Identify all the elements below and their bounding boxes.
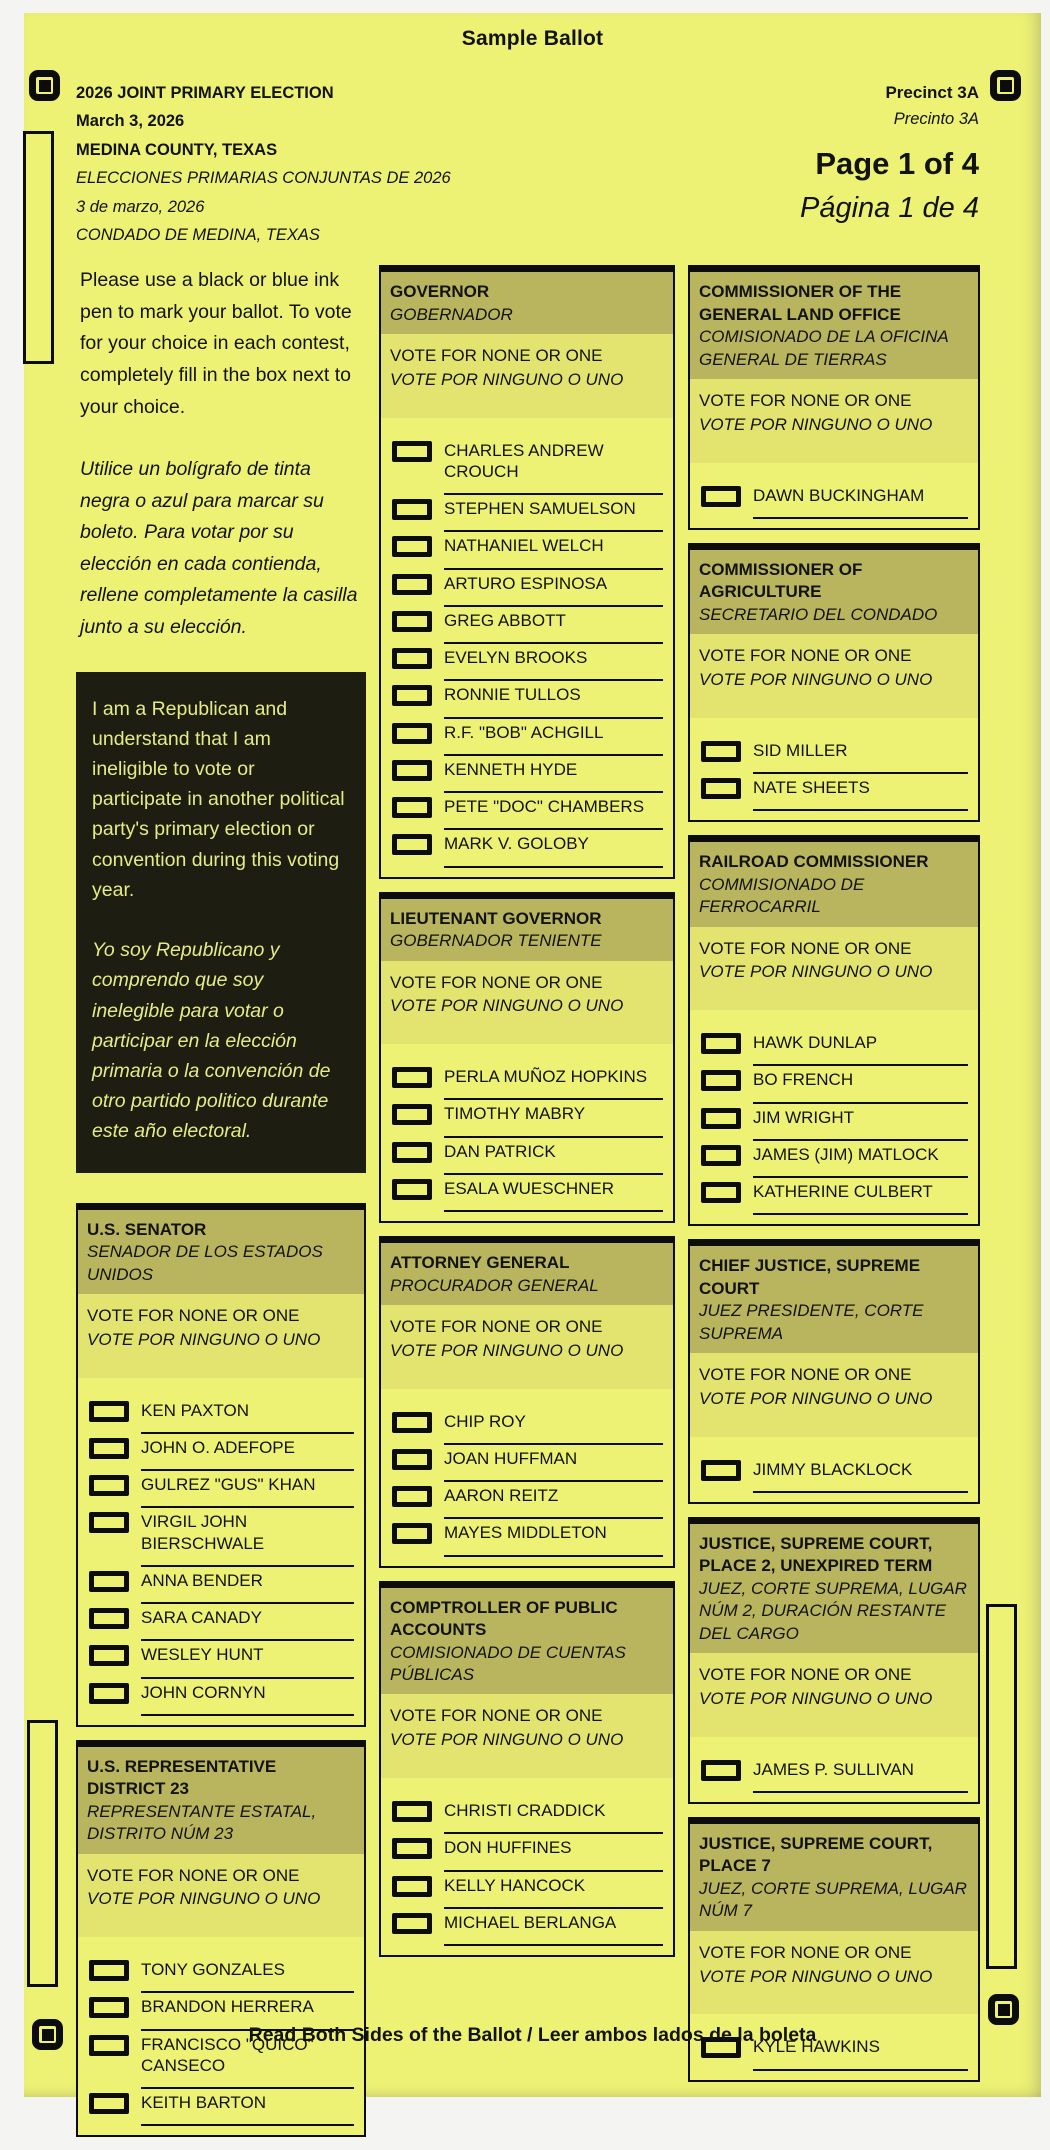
contest-header-justice-supreme-court-place-7	[690, 1824, 978, 1931]
vote-for-label: VOTE FOR NONE OR ONE	[390, 1317, 603, 1337]
registration-mark-top-right	[990, 70, 1021, 101]
candidate-row	[390, 722, 663, 756]
party-pledge-spanish: Yo soy Republicano y comprendo que soy inelegible para votar o participar en la elección primaria o la convención de otro partido politico durante este año electoral.	[92, 939, 331, 1143]
candidate-name: HAWK DUNLAP	[753, 1032, 968, 1066]
candidate-list	[381, 1778, 673, 1955]
candidate-row	[390, 535, 663, 569]
candidate-row	[390, 1522, 663, 1556]
vote-instruction	[690, 1653, 978, 1737]
contest-justice-supreme-court-place-2	[688, 1517, 980, 1804]
candidate-name: JOHN O. ADEFOPE	[141, 1437, 354, 1471]
candidate-name: CHIP ROY	[444, 1411, 663, 1445]
candidate-name: TONY GONZALES	[141, 1959, 354, 1993]
election-name: 2026 JOINT PRIMARY ELECTION	[76, 84, 334, 102]
ballot-title: Sample Ballot	[461, 27, 604, 50]
contest-title-spanish: GOBERNADOR	[390, 304, 513, 324]
ballot-sheet	[24, 13, 1041, 2113]
candidate-name: JOHN CORNYN	[141, 1682, 354, 1716]
ballot-checkbox[interactable]	[89, 1512, 129, 1533]
candidate-row	[390, 610, 663, 644]
contest-header-commissioner-general-land-office	[690, 272, 978, 379]
candidate-row	[699, 777, 968, 811]
contest-title: JUSTICE, SUPREME COURT, PLACE 7	[699, 1834, 933, 1876]
candidate-row	[390, 1912, 663, 1946]
registration-mark-bottom-right	[988, 1994, 1019, 2025]
candidate-name: STEPHEN SAMUELSON	[444, 498, 663, 532]
candidate-row	[390, 833, 663, 867]
candidate-row	[390, 647, 663, 681]
timing-mark-left-top	[23, 131, 54, 364]
page-number-es: Página 1 de 4	[800, 192, 979, 225]
contest-us-senator	[76, 1203, 366, 1727]
candidate-name: FRANCISCO "QUICO" CANSECO	[141, 2034, 354, 2090]
ballot-checkbox[interactable]	[701, 1033, 741, 1054]
vote-for-label: VOTE FOR NONE OR ONE	[699, 391, 912, 410]
contest-header-justice-supreme-court-place-2	[690, 1524, 978, 1653]
vote-instruction	[78, 1294, 364, 1378]
ballot-checkbox[interactable]	[392, 1876, 432, 1897]
ballot-checkbox[interactable]	[89, 1997, 129, 2018]
candidate-name: JAMES P. SULLIVAN	[753, 1759, 968, 1793]
vote-for-label-spanish: VOTE POR NINGUNO O UNO	[699, 962, 933, 982]
contest-governor	[379, 265, 675, 878]
candidate-name: VIRGIL JOHN BIERSCHWALE	[141, 1511, 354, 1567]
candidate-row	[390, 684, 663, 718]
candidate-name: KENNETH HYDE	[444, 759, 663, 793]
candidate-row	[699, 1181, 968, 1215]
contest-title-spanish: JUEZ, CORTE SUPREMA, LUGAR NÚM 7	[699, 1878, 967, 1921]
ballot-checkbox[interactable]	[392, 441, 432, 462]
vote-for-label-spanish: VOTE POR NINGUNO O UNO	[699, 1966, 933, 1986]
candidate-name: DON HUFFINES	[444, 1837, 663, 1871]
candidate-name: GREG ABBOTT	[444, 610, 663, 644]
ballot-checkbox[interactable]	[701, 1145, 741, 1166]
vote-instruction	[381, 1305, 673, 1389]
vote-for-label-spanish: VOTE POR NINGUNO O UNO	[87, 1329, 321, 1349]
candidate-row	[699, 1144, 968, 1178]
candidate-row	[699, 485, 968, 519]
candidate-list	[690, 1010, 978, 1224]
candidate-name: MAYES MIDDLETON	[444, 1522, 663, 1556]
candidate-name: JIM WRIGHT	[753, 1107, 968, 1141]
ballot-checkbox[interactable]	[392, 723, 432, 744]
candidate-list	[690, 718, 978, 821]
contest-attorney-general	[379, 1236, 675, 1567]
column-right	[688, 265, 980, 2094]
vote-for-label-spanish: VOTE POR NINGUNO O UNO	[87, 1889, 321, 1909]
ballot-checkbox[interactable]	[392, 1067, 432, 1088]
vote-instruction	[78, 1854, 364, 1938]
ballot-checkbox[interactable]	[392, 1523, 432, 1544]
ballot-checkbox[interactable]	[392, 797, 432, 818]
candidate-name: KEITH BARTON	[141, 2092, 354, 2126]
contest-header-lieutenant-governor	[381, 899, 673, 961]
vote-for-label: VOTE FOR NONE OR ONE	[390, 1706, 603, 1726]
marking-instructions-spanish: Utilice un bolígrafo de tinta negra o azul para marcar su boleto. Para votar por su elección en cada contienda, rellene completamente la casilla junto a su elección.	[80, 458, 358, 639]
contest-title: COMPTROLLER OF PUBLIC ACCOUNTS	[390, 1597, 618, 1640]
contest-title: RAILROAD COMMISSIONER	[699, 852, 929, 872]
contest-title-spanish: SECRETARIO DEL CONDADO	[699, 604, 938, 624]
candidate-row	[390, 1411, 663, 1445]
contest-commissioner-of-agriculture	[688, 543, 980, 822]
candidate-row	[390, 440, 663, 496]
candidate-list	[381, 1389, 673, 1566]
ballot-checkbox[interactable]	[392, 1486, 432, 1507]
candidate-row	[390, 1800, 663, 1834]
ballot-checkbox[interactable]	[89, 1438, 129, 1459]
ballot-checkbox[interactable]	[392, 611, 432, 632]
candidate-name: ESALA WUESCHNER	[444, 1178, 663, 1212]
candidate-row	[390, 1066, 663, 1100]
vote-for-label-spanish: VOTE POR NINGUNO O UNO	[390, 996, 624, 1016]
precinct-page-info	[800, 79, 979, 249]
ballot-checkbox[interactable]	[89, 1960, 129, 1981]
vote-for-label-spanish: VOTE POR NINGUNO O UNO	[699, 669, 933, 689]
contest-commissioner-general-land-office	[688, 265, 980, 530]
contest-railroad-commissioner	[688, 835, 980, 1226]
candidate-row	[87, 1644, 354, 1678]
ballot-checkbox[interactable]	[392, 1142, 432, 1163]
vote-for-label: VOTE FOR NONE OR ONE	[699, 1365, 912, 1385]
contest-title-spanish: COMMISIONADO DE FERROCARRIL	[699, 874, 865, 917]
candidate-name: KEN PAXTON	[141, 1400, 354, 1434]
ballot-checkbox[interactable]	[392, 648, 432, 669]
candidate-name: MICHAEL BERLANGA	[444, 1912, 663, 1946]
precinct-label-es: Precinto 3A	[893, 110, 979, 129]
ballot-checkbox[interactable]	[392, 834, 432, 855]
ballot-checkbox[interactable]	[392, 760, 432, 781]
candidate-name: PETE "DOC" CHAMBERS	[444, 796, 663, 830]
candidate-name: ANNA BENDER	[141, 1570, 354, 1604]
ballot-checkbox[interactable]	[701, 1460, 741, 1481]
candidate-row	[390, 1448, 663, 1482]
vote-for-label: VOTE FOR NONE OR ONE	[390, 972, 603, 992]
candidate-name: JAMES (JIM) MATLOCK	[753, 1144, 968, 1178]
candidate-name: CHARLES ANDREW CROUCH	[444, 440, 663, 496]
candidate-name: KYLE HAWKINS	[753, 2036, 968, 2070]
contest-title-spanish: PROCURADOR GENERAL	[390, 1275, 599, 1295]
candidate-name: KATHERINE CULBERT	[753, 1181, 968, 1215]
ballot-checkbox[interactable]	[392, 1913, 432, 1934]
candidate-name: DAWN BUCKINGHAM	[753, 485, 968, 519]
candidate-row	[390, 1837, 663, 1871]
candidate-list	[690, 463, 978, 528]
contest-title-spanish: GOBERNADOR TENIENTE	[390, 931, 602, 951]
ballot-checkbox[interactable]	[392, 574, 432, 595]
contest-title: JUSTICE, SUPREME COURT, PLACE 2, UNEXPIRED TERM	[699, 1534, 933, 1576]
contest-comptroller-of-public-accounts	[379, 1581, 675, 1957]
candidate-name: NATHANIEL WELCH	[444, 535, 663, 569]
ballot-checkbox[interactable]	[392, 685, 432, 706]
column-middle	[379, 265, 675, 1970]
candidate-row	[390, 498, 663, 532]
contest-title-spanish: SENADOR DE LOS ESTADOS UNIDOS	[87, 1242, 323, 1284]
ballot-checkbox[interactable]	[392, 1412, 432, 1433]
candidate-name: TIMOTHY MABRY	[444, 1103, 663, 1137]
vote-instruction	[381, 961, 673, 1045]
vote-for-label: VOTE FOR NONE OR ONE	[699, 1665, 912, 1685]
candidate-name: EVELYN BROOKS	[444, 647, 663, 681]
contest-title: GOVERNOR	[390, 282, 490, 302]
contest-title-spanish: JUEZ PRESIDENTE, CORTE SUPREMA	[699, 1301, 924, 1343]
contest-title: COMMISSIONER OF AGRICULTURE	[699, 559, 863, 602]
candidate-list	[690, 1737, 978, 1802]
ballot-checkbox[interactable]	[89, 1401, 129, 1422]
vote-instruction	[381, 334, 673, 418]
ballot-checkbox[interactable]	[392, 536, 432, 557]
contest-title: U.S. SENATOR	[87, 1219, 207, 1239]
candidate-name: BO FRENCH	[753, 1069, 968, 1103]
ballot-checkbox[interactable]	[89, 1645, 129, 1666]
contest-header-commissioner-of-agriculture	[690, 550, 978, 634]
candidate-row	[87, 1682, 354, 1716]
timing-mark-left-bottom	[27, 1720, 58, 1987]
contest-us-representative-district-23	[76, 1740, 366, 2138]
ballot-checkbox[interactable]	[701, 1182, 741, 1203]
candidate-row	[390, 1485, 663, 1519]
ballot-checkbox[interactable]	[701, 1108, 741, 1129]
ballot-columns	[76, 265, 985, 2150]
vote-instruction	[690, 379, 978, 463]
party-pledge-box	[76, 672, 366, 1173]
candidate-row	[390, 573, 663, 607]
contest-header-comptroller-of-public-accounts	[381, 1588, 673, 1695]
candidate-row	[87, 1959, 354, 1993]
candidate-name: JOAN HUFFMAN	[444, 1448, 663, 1482]
ballot-checkbox[interactable]	[701, 778, 741, 799]
contest-header-chief-justice-supreme-court	[690, 1246, 978, 1353]
party-pledge-english: I am a Republican and understand that I am ineligible to vote or participate in another political party's primary election or convention during this voting year.	[92, 697, 345, 901]
candidate-row	[699, 1032, 968, 1066]
vote-for-label-spanish: VOTE POR NINGUNO O UNO	[390, 369, 624, 389]
vote-instruction	[381, 1694, 673, 1778]
candidate-list	[381, 1044, 673, 1221]
election-date-es: 3 de marzo, 2026	[76, 197, 205, 216]
vote-for-label-spanish: VOTE POR NINGUNO O UNO	[390, 1730, 624, 1750]
candidate-row	[87, 1570, 354, 1604]
election-date: March 3, 2026	[76, 112, 185, 131]
contest-title-spanish: JUEZ, CORTE SUPREMA, LUGAR NÚM 2, DURACIÓN RESTANTE DEL CARGO	[699, 1578, 967, 1643]
candidate-row	[699, 1069, 968, 1103]
ballot-checkbox[interactable]	[392, 1104, 432, 1125]
candidate-name: ARTURO ESPINOSA	[444, 573, 663, 607]
candidate-row	[699, 1459, 968, 1493]
ballot-checkbox[interactable]	[392, 1179, 432, 1200]
election-county-es: CONDADO DE MEDINA, TEXAS	[76, 225, 320, 244]
candidate-row	[699, 1107, 968, 1141]
vote-for-label-spanish: VOTE POR NINGUNO O UNO	[390, 1340, 624, 1360]
contest-header-attorney-general	[381, 1243, 673, 1305]
vote-for-label: VOTE FOR NONE OR ONE	[699, 1942, 912, 1962]
candidate-name: R.F. "BOB" ACHGILL	[444, 722, 663, 756]
vote-for-label: VOTE FOR NONE OR ONE	[390, 346, 603, 366]
registration-mark-top-left	[29, 70, 60, 101]
contest-header-governor	[381, 272, 673, 334]
ballot-checkbox[interactable]	[89, 1683, 129, 1704]
vote-for-label: VOTE FOR NONE OR ONE	[87, 1305, 300, 1325]
candidate-row	[87, 1607, 354, 1641]
contest-chief-justice-supreme-court	[688, 1239, 980, 1504]
candidate-name: GULREZ "GUS" KHAN	[141, 1474, 354, 1508]
candidate-list	[381, 418, 673, 877]
ballot-checkbox[interactable]	[392, 1838, 432, 1859]
contest-title: ATTORNEY GENERAL	[390, 1253, 570, 1273]
vote-for-label-spanish: VOTE POR NINGUNO O UNO	[699, 1688, 933, 1708]
candidate-name: DAN PATRICK	[444, 1141, 663, 1175]
candidate-name: WESLEY HUNT	[141, 1644, 354, 1678]
candidate-name: JIMMY BLACKLOCK	[753, 1459, 968, 1493]
contest-title-spanish: COMISIONADO DE CUENTAS PÚBLICAS	[390, 1642, 626, 1684]
column-left	[76, 265, 366, 2150]
vote-instruction	[690, 1931, 978, 2015]
candidate-list	[690, 1437, 978, 1502]
contest-header-railroad-commissioner	[690, 842, 978, 926]
candidate-row	[390, 759, 663, 793]
vote-instruction	[690, 1353, 978, 1437]
candidate-row	[390, 796, 663, 830]
vote-instruction	[690, 927, 978, 1011]
candidate-row	[87, 1511, 354, 1567]
candidate-name: BRANDON HERRERA	[141, 1996, 354, 2030]
ballot-checkbox[interactable]	[392, 1449, 432, 1470]
contest-title-spanish: REPRESENTANTE ESTATAL, DISTRITO NÚM 23	[87, 1801, 317, 1844]
ballot-checkbox[interactable]	[89, 1608, 129, 1629]
vote-for-label-spanish: VOTE POR NINGUNO O UNO	[699, 1388, 933, 1408]
footer-instruction: Read Both Sides of the Ballot / Leer ambos lados de la boleta	[248, 2024, 817, 2046]
candidate-row	[390, 1141, 663, 1175]
contest-title-spanish: COMISIONADO DE LA OFICINA GENERAL DE TIERRAS	[699, 327, 949, 369]
contest-title: COMMISSIONER OF THE GENERAL LAND OFFICE	[699, 282, 902, 324]
candidate-row	[87, 2092, 354, 2126]
contest-title: U.S. REPRESENTATIVE DISTRICT 23	[87, 1756, 277, 1799]
vote-for-label-spanish: VOTE POR NINGUNO O UNO	[699, 414, 933, 434]
candidate-row	[390, 1178, 663, 1212]
precinct-label: Precinct 3A	[885, 83, 979, 102]
candidate-row	[390, 1875, 663, 1909]
candidate-list	[78, 1378, 364, 1725]
ballot-checkbox[interactable]	[701, 1760, 741, 1781]
candidate-row	[87, 1400, 354, 1434]
ballot-checkbox[interactable]	[89, 1571, 129, 1592]
ballot-checkbox[interactable]	[392, 499, 432, 520]
contest-header-us-senator	[78, 1210, 364, 1294]
candidate-name: RONNIE TULLOS	[444, 684, 663, 718]
candidate-row	[87, 1474, 354, 1508]
ballot-checkbox[interactable]	[392, 1801, 432, 1822]
candidate-row	[390, 1103, 663, 1137]
contest-title: LIEUTENANT GOVERNOR	[390, 908, 602, 928]
election-county: MEDINA COUNTY, TEXAS	[76, 140, 278, 159]
ballot-header	[76, 79, 979, 249]
candidate-name: SID MILLER	[753, 740, 968, 774]
candidate-name: SARA CANADY	[141, 1607, 354, 1641]
election-name-es: ELECCIONES PRIMARIAS CONJUNTAS DE 2026	[76, 169, 451, 188]
vote-for-label: VOTE FOR NONE OR ONE	[699, 646, 912, 666]
candidate-name: MARK V. GOLOBY	[444, 833, 663, 867]
ballot-checkbox[interactable]	[701, 486, 741, 507]
candidate-name: KELLY HANCOCK	[444, 1875, 663, 1909]
vote-instruction	[690, 634, 978, 718]
candidate-row	[87, 1437, 354, 1471]
candidate-row	[699, 1759, 968, 1793]
contest-title: CHIEF JUSTICE, SUPREME COURT	[699, 1256, 921, 1298]
contest-header-us-representative-district-23	[78, 1747, 364, 1854]
ballot-checkbox[interactable]	[701, 1070, 741, 1091]
contest-lieutenant-governor	[379, 892, 675, 1223]
candidate-row	[699, 740, 968, 774]
page-number: Page 1 of 4	[815, 145, 979, 181]
ballot-checkbox[interactable]	[89, 2093, 129, 2114]
timing-mark-right-bottom	[986, 1604, 1017, 1969]
vote-for-label: VOTE FOR NONE OR ONE	[699, 938, 912, 958]
ballot-checkbox[interactable]	[701, 741, 741, 762]
candidate-name: NATE SHEETS	[753, 777, 968, 811]
candidate-name: AARON REITZ	[444, 1485, 663, 1519]
election-info	[76, 79, 451, 249]
candidate-name: PERLA MUÑOZ HOPKINS	[444, 1066, 663, 1100]
candidate-name: CHRISTI CRADDICK	[444, 1800, 663, 1834]
marking-instructions-english: Please use a black or blue ink pen to mark your ballot. To vote for your choice in each contest, completely fill in the box next to your choice.	[80, 269, 352, 418]
ballot-checkbox[interactable]	[89, 1475, 129, 1496]
vote-for-label: VOTE FOR NONE OR ONE	[87, 1865, 300, 1885]
